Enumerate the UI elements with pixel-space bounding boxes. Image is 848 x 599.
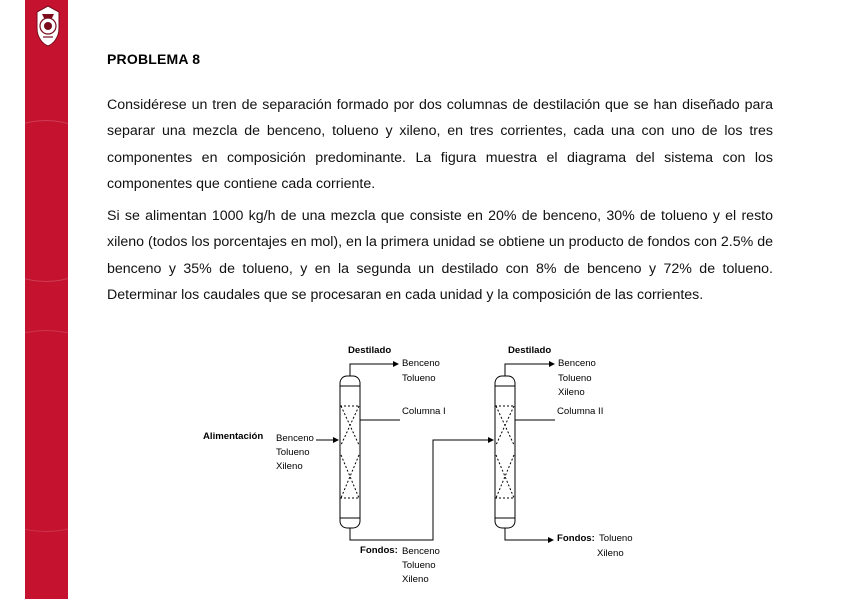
feed-comp: Tolueno xyxy=(276,447,310,458)
col1-name: Columna I xyxy=(402,406,446,417)
col1-bottoms-comp: Xileno xyxy=(402,574,429,585)
col2-bottoms-label: Fondos: xyxy=(557,533,595,544)
col2-bottoms-comp: Xileno xyxy=(597,548,624,559)
col2-name: Columna II xyxy=(557,406,604,417)
page-title: PROBLEMA 8 xyxy=(107,51,201,67)
col2-distillate-label: Destilado xyxy=(508,345,552,356)
col1-bottoms-label: Fondos: xyxy=(360,545,398,556)
university-seal-icon xyxy=(32,4,64,48)
sidebar-band xyxy=(25,0,68,599)
feed-label: Alimentación xyxy=(203,431,264,442)
col2-distillate-comp: Xileno xyxy=(558,387,585,398)
feed-comp: Benceno xyxy=(276,433,314,444)
col1-distillate-label: Destilado xyxy=(348,345,392,356)
watermark-circle xyxy=(0,330,147,532)
col2-distillate-comp: Benceno xyxy=(558,358,596,369)
feed-comp: Xileno xyxy=(276,461,303,472)
col1-bottoms-comp: Benceno xyxy=(402,546,440,557)
col1-distillate-comp: Benceno xyxy=(402,358,440,369)
stream-distillate-1 xyxy=(350,364,398,376)
column-1 xyxy=(340,376,360,528)
paragraph-data: Si se alimentan 1000 kg/h de una mezcla que consiste en 20% de benceno, 30% de tolueno y el resto xileno (todos los porcentajes en mol), en la primera unidad se obtiene un producto de fondos con 2.5% de benceno y 35% de tolueno, y en la segunda un destilado con 8% de benceno y 72% de tolueno. Determinar los caudales que se procesaran en cada unidad y la composición de las corrientes. xyxy=(107,208,773,303)
stream-bottoms-1 xyxy=(350,440,493,540)
col1-bottoms-comp: Tolueno xyxy=(402,560,436,571)
col2-distillate-comp: Tolueno xyxy=(558,373,592,384)
paragraph-statement: Considérese un tren de separación formado por dos columnas de destilación que se han diseñado para separar una mezcla de benceno, tolueno y xileno, en tres corrientes, cada una con uno de los tres componentes en composición predominante. La figura muestra el diagrama del sistema con los componentes que contiene cada corriente. xyxy=(107,97,773,192)
col1-distillate-comp: Tolueno xyxy=(402,373,436,384)
col2-bottoms-comp: Tolueno xyxy=(599,533,633,544)
stream-distillate-2 xyxy=(505,364,554,376)
column-2 xyxy=(495,376,515,528)
distillation-diagram xyxy=(190,342,650,592)
stream-bottoms-2 xyxy=(505,528,553,540)
